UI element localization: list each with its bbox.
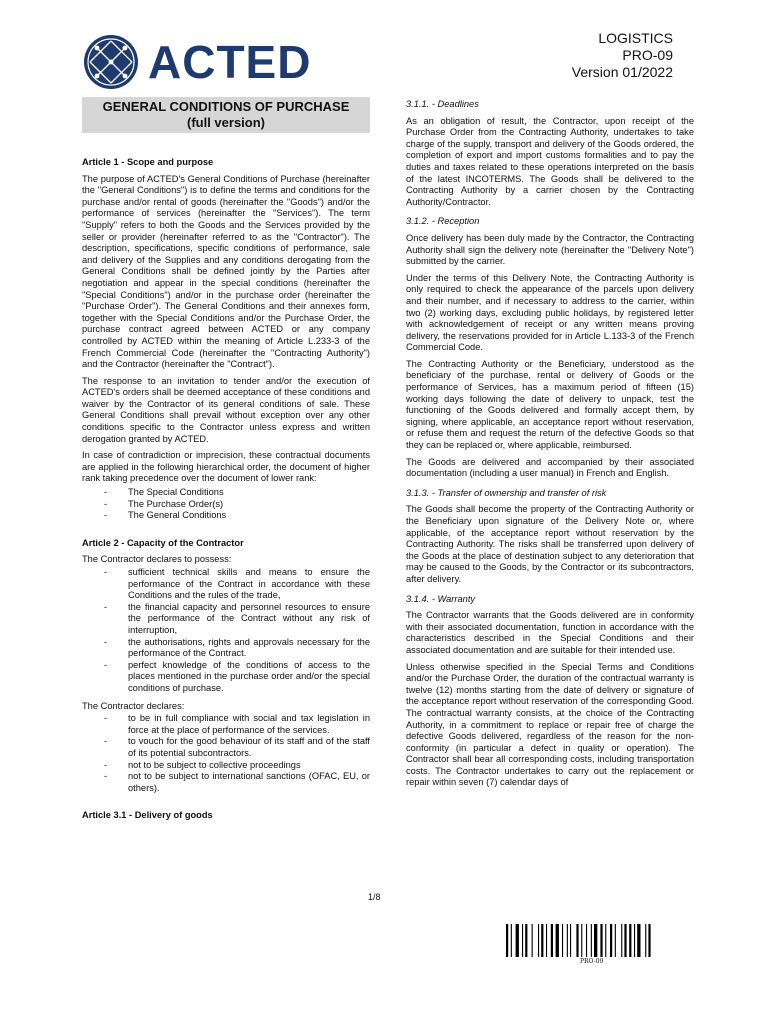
list-item: - the financial capacity and personnel resources to ensure the performance of the Contract without any risk of interruption, bbox=[82, 602, 370, 637]
barcode-bar bbox=[532, 924, 533, 957]
title-line-2: (full version) bbox=[186, 115, 265, 130]
barcode-bar bbox=[525, 924, 527, 957]
article-1-paragraph: In case of contradiction or imprecision, these contractual documents are applied in the following hierarchical order, the document of higher rank taking precedence over the document of lower rank: bbox=[82, 450, 370, 484]
section-3-1-2-heading: 3.1.2. - Reception bbox=[406, 216, 480, 227]
barcode-bar bbox=[594, 924, 597, 957]
barcode-bar bbox=[634, 924, 635, 957]
barcode-bar bbox=[546, 924, 547, 957]
barcode-bar bbox=[615, 924, 616, 957]
section-paragraph: As an obligation of result, the Contractor, upon receipt of the Purchase Order from the Contracting Authority, undertakes to take charge of the supply, transport and delivery of the Goods ordered, the completion of export and import customs formalities and to pay the duties and taxes related to these operations interpreted on the basis of the latest INCOTERMS. The Goods shall be delivered to the Contracting Authority by a carrier chosen by the Contracting Authority/Contractor. bbox=[406, 115, 694, 207]
barcode-bar bbox=[586, 924, 587, 957]
barcode-bar bbox=[556, 924, 559, 957]
section-paragraph: The Goods are delivered and accompanied by their associated documentation (including a user manual) in French and English. bbox=[406, 456, 694, 479]
barcode-bar bbox=[567, 924, 568, 957]
department-label: LOGISTICS bbox=[598, 30, 673, 46]
declarations-list bbox=[82, 713, 370, 794]
logo-wordmark: ACTED bbox=[148, 36, 312, 88]
article-2-intro: The Contractor declares: bbox=[82, 700, 185, 711]
list-item: - sufficient technical skills and means to ensure the performance of the Contract in accordance with these Conditions and the rules of the trade, bbox=[82, 567, 370, 602]
list-item: - to be in full compliance with social and tax legislation in force at the place of performance of the services. bbox=[82, 713, 370, 736]
barcode-bar bbox=[624, 924, 626, 957]
barcode-label: PRO-09 bbox=[580, 958, 604, 965]
document-title bbox=[82, 97, 370, 133]
document-reference bbox=[572, 30, 673, 81]
globe-logo-icon bbox=[82, 33, 140, 91]
barcode-bar bbox=[629, 924, 631, 957]
hierarchy-list bbox=[82, 487, 370, 522]
barcode bbox=[506, 924, 694, 957]
list-item: - The Purchase Order(s) bbox=[82, 499, 370, 511]
barcode-bar bbox=[562, 924, 563, 957]
section-paragraph: The Contracting Authority or the Beneficiary, understood as the beneficiary of the purchase, rental or delivery of Goods or the performance of Services, has a maximum period of fifteen (15) working days following the date of delivery to unpack, test the functioning of the Goods delivered and formally accept them, by signing, where applicable, an acceptance report without reservation, or refuse them and request the return of the defective Goods so that they can be replaced or, where applicable, reimbursed. bbox=[406, 358, 694, 451]
barcode-bar bbox=[645, 924, 646, 957]
right-column bbox=[406, 99, 694, 794]
section-paragraph: Once delivery has been duly made by the Contractor, the Contracting Authority shall sign the delivery note (hereinafter the "Delivery Note") submitted by the carrier. bbox=[406, 232, 694, 267]
article-2-heading: Article 2 - Capacity of the Contractor bbox=[82, 537, 244, 548]
barcode-bar bbox=[648, 924, 650, 957]
page-number: 1/8 bbox=[368, 892, 381, 902]
title-line-1: GENERAL CONDITIONS OF PURCHASE bbox=[102, 99, 350, 114]
article-1-paragraph: The purpose of ACTED's General Conditions of Purchase (hereinafter the "General Conditions") is to define the terms and conditions for the purchase and/or rental of goods (hereinafter the "Goods") and/or the performance of services (hereinafter the "Services"). The term "Supply" refers to both the Goods and the Services provided by the seller or provider (hereinafter referred to as the "Contractor"). The description, specifications, specific conditions of performance, sale and delivery of the Supplies and any conditions derogating from the General Conditions shall be defined jointly by the Parties after negotiation and appear in the special conditions (hereinafter the "Special Conditions") and/or in the purchase order (hereinafter the "Purchase Order"). The General Conditions and their annexes form, together with the Special Conditions and/or the Purchase Order, the purchase contract agreed between ACTED or any company controlled by ACTED within the meaning of Article L.233-3 of the French Commercial Code (hereinafter the "Contracting Authority") and the Contractor (hereinafter the "Contract"). bbox=[82, 173, 370, 370]
article-2-intro: The Contractor declares to possess: bbox=[82, 554, 232, 565]
barcode-bar bbox=[506, 924, 508, 957]
barcode-bar bbox=[637, 924, 640, 957]
left-column bbox=[82, 157, 370, 827]
list-item: - not to be subject to collective proceedings bbox=[82, 760, 370, 772]
barcode-bar bbox=[610, 924, 612, 957]
barcode-bar bbox=[605, 924, 606, 957]
version-label: Version 01/2022 bbox=[571, 64, 673, 80]
list-item: - The Special Conditions bbox=[82, 487, 370, 499]
list-item: - the authorisations, rights and approvals necessary for the performance of the Contract. bbox=[82, 637, 370, 660]
section-paragraph: Under the terms of this Delivery Note, the Contracting Authority is only required to check the appearance of the parcels upon delivery and their number, and if necessary to address to the carrier, within two (2) working days, excluding public holidays, by registered letter with acknowledgement of receipt or any written means proving delivery, the reservations provided for in Article L.133-3 of the French Commercial Code. bbox=[406, 272, 694, 353]
list-item: - to vouch for the good behaviour of its staff and of the staff of its potential subcontractors. bbox=[82, 736, 370, 759]
barcode-bar bbox=[522, 924, 523, 957]
article-1-heading: Article 1 - Scope and purpose bbox=[82, 157, 214, 167]
barcode-bar bbox=[600, 924, 602, 957]
section-3-1-3-heading: 3.1.3. - Transfer of ownership and transfer of risk bbox=[406, 487, 607, 498]
barcode-bar bbox=[621, 924, 622, 957]
section-paragraph: Unless otherwise specified in the Special Terms and Conditions and/or the Purchase Order, the duration of the contractual warranty is twelve (12) months starting from the date of delivery or signature of the acceptance report without reservation of the corresponding Good. The contractual warranty consists, at the choice of the Contracting Authority, in a commitment to replace or repair free of charge the defective Goods delivered, regardless of the reason for the non-conformity (in particular a defect in quality or operation). The Contractor shall bear all corresponding costs, including transportation costs. The Contractor undertakes to carry out the replacement or repair within seven (7) calendar days of bbox=[406, 661, 694, 788]
list-item: - perfect knowledge of the conditions of access to the places mentioned in the purchase order and/or the special conditions of purchase. bbox=[82, 660, 370, 695]
barcode-bar bbox=[551, 924, 553, 957]
list-item: - The General Conditions bbox=[82, 510, 370, 522]
capacity-list bbox=[82, 567, 370, 695]
barcode-bar bbox=[581, 924, 582, 957]
barcode-bar bbox=[511, 924, 512, 957]
article-3-heading: Article 3.1 - Delivery of goods bbox=[82, 810, 213, 821]
barcode-bar bbox=[541, 924, 543, 957]
section-paragraph: The Goods shall become the property of the Contracting Authority or the Beneficiary upon signature of the Delivery Note or, where applicable, of the acceptance report without reservation by the Contracting Authority. The risks shall be transferred upon delivery of the Goods at the place of destination subject to any deterioration that may be caused to the Goods, by the Contractor or its subcontractors, after delivery. bbox=[406, 504, 694, 584]
barcode-bar bbox=[591, 924, 592, 957]
section-paragraph: The Contractor warrants that the Goods delivered are in conformity with their associated documentation, function in accordance with the characteristics described in the Special Conditions and their associated documentation and are suitable for their intended use. bbox=[406, 610, 694, 655]
section-3-1-4-heading: 3.1.4. - Warranty bbox=[406, 593, 476, 604]
list-item: - not to be subject to international sanctions (OFAC, EU, or others). bbox=[82, 771, 370, 794]
barcode-bar bbox=[538, 924, 539, 957]
acted-logo bbox=[82, 33, 322, 91]
barcode-bar bbox=[570, 924, 571, 957]
procedure-code: PRO-09 bbox=[622, 47, 673, 63]
article-1-paragraph: The response to an invitation to tender and/or the execution of ACTED's orders shall be deemed acceptance of these conditions and waiver by the Contractor of its general conditions of sale. These General Conditions shall prevail without exception over any other conditions specific to the Contractor unless express and written derogation granted by ACTED. bbox=[82, 375, 370, 444]
barcode-bar bbox=[516, 924, 519, 957]
barcode-bar bbox=[576, 924, 578, 957]
section-3-1-1-heading: 3.1.1. - Deadlines bbox=[406, 99, 479, 109]
